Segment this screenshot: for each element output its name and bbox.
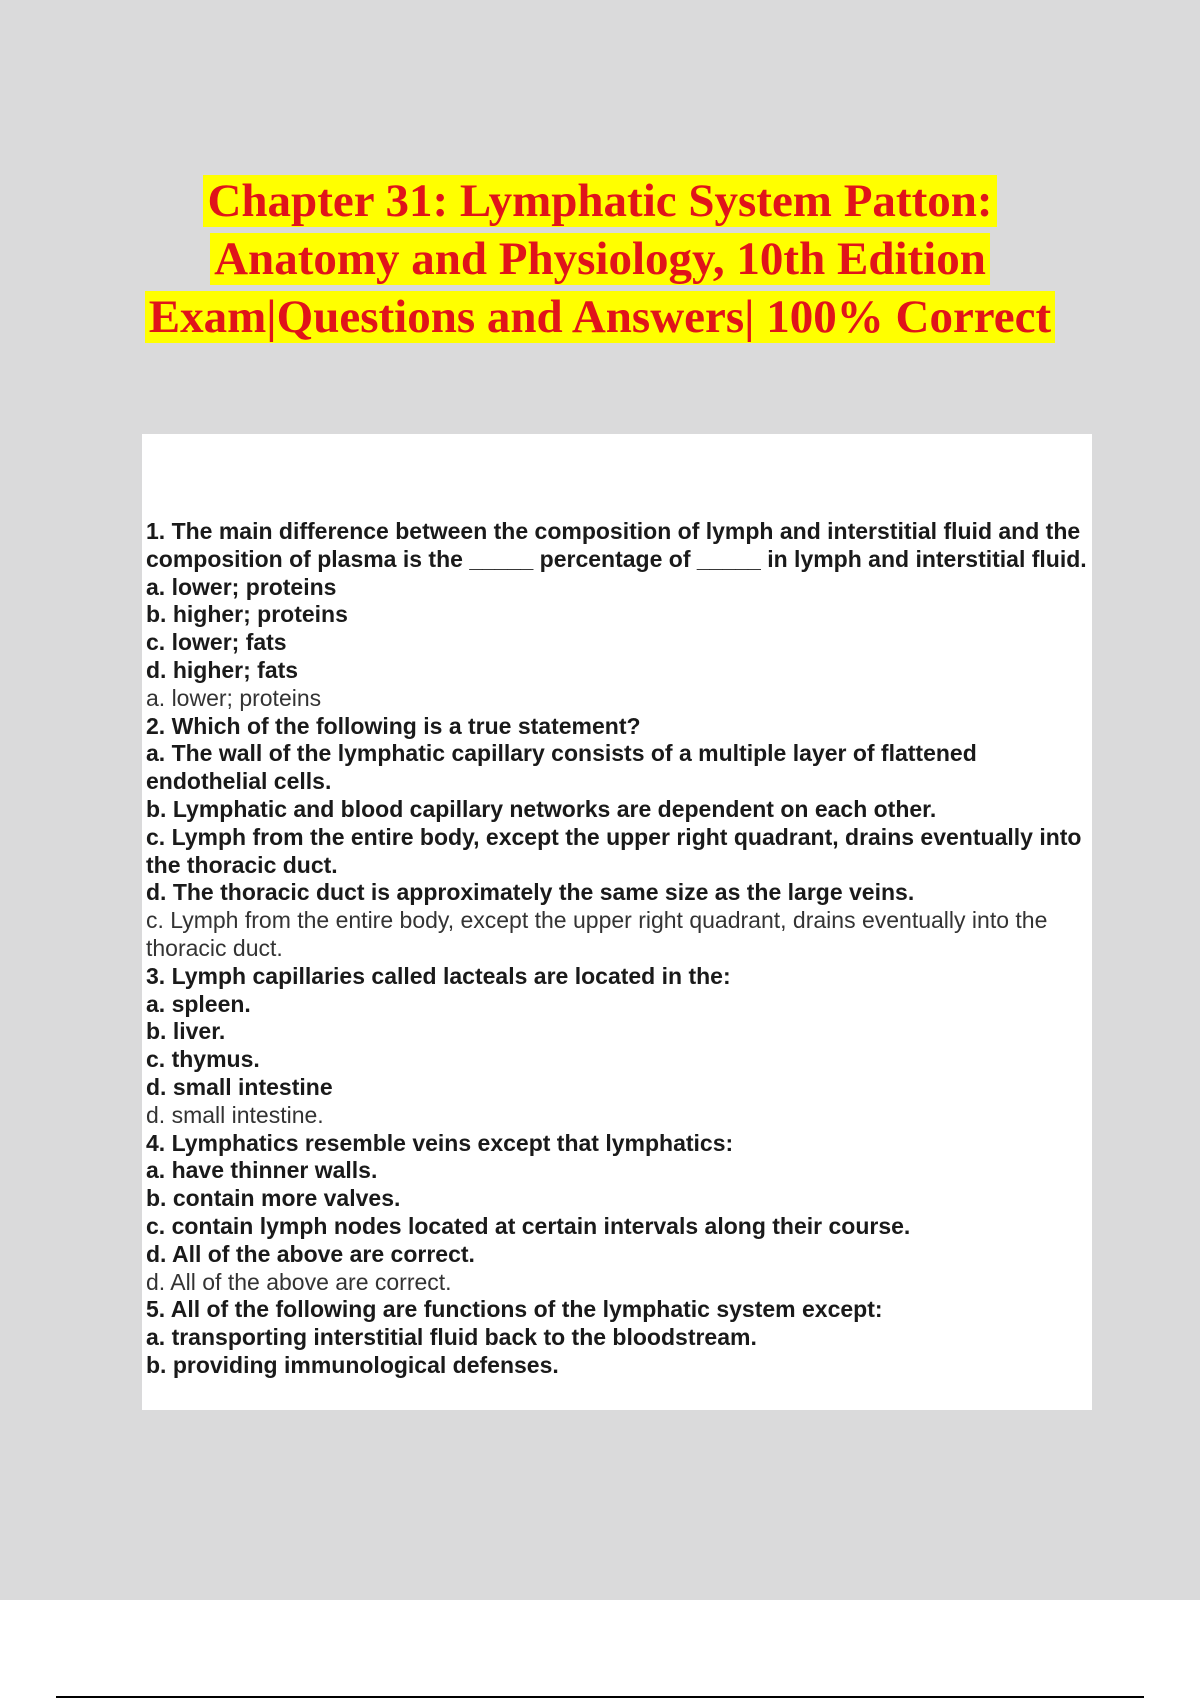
question-block bbox=[146, 518, 1092, 713]
option-b: b. providing immunological defenses. bbox=[146, 1351, 559, 1378]
option-c: c. lower; fats bbox=[146, 629, 287, 656]
title-line-2: Anatomy and Physiology, 10th Edition bbox=[210, 233, 990, 285]
option-c: c. Lymph from the entire body, except the upper right quadrant, drains eventually into the thoracic duct. bbox=[146, 823, 1082, 878]
option-c: c. thymus. bbox=[146, 1046, 260, 1073]
option-d: d. small intestine bbox=[146, 1073, 333, 1100]
question-text: 1. The main difference between the composition of lymph and interstitial fluid and the composition of plasma is the _____ percentage of _____ in lymph and interstitial fluid. bbox=[146, 518, 1087, 572]
answer-text: c. Lymph from the entire body, except the upper right quadrant, drains eventually into the thoracic duct. bbox=[146, 907, 1048, 961]
option-b: b. liver. bbox=[146, 1018, 226, 1045]
question-block bbox=[146, 963, 1092, 1130]
title-line-1: Chapter 31: Lymphatic System Patton: bbox=[203, 175, 996, 227]
option-b: b. higher; proteins bbox=[146, 601, 348, 628]
option-a: a. The wall of the lymphatic capillary consists of a multiple layer of flattened endothelial cells. bbox=[146, 740, 977, 795]
option-d: d. The thoracic duct is approximately the same size as the large veins. bbox=[146, 879, 915, 906]
option-d: d. All of the above are correct. bbox=[146, 1240, 475, 1267]
title-line-3: Exam|Questions and Answers| 100% Correct bbox=[145, 291, 1055, 343]
page-divider bbox=[56, 1696, 1144, 1698]
question-block bbox=[146, 1130, 1092, 1297]
question-text: 5. All of the following are functions of the lymphatic system except: bbox=[146, 1296, 883, 1323]
option-d: d. higher; fats bbox=[146, 656, 299, 683]
question-text: 4. Lymphatics resemble veins except that lymphatics: bbox=[146, 1129, 734, 1156]
question-text: 3. Lymph capillaries called lacteals are located in the: bbox=[146, 962, 731, 989]
question-text: 2. Which of the following is a true statement? bbox=[146, 712, 641, 739]
option-b: b. contain more valves. bbox=[146, 1185, 401, 1212]
answer-text: d. All of the above are correct. bbox=[146, 1268, 452, 1295]
answer-text: d. small intestine. bbox=[146, 1101, 324, 1128]
answer-text: a. lower; proteins bbox=[146, 684, 322, 711]
option-c: c. contain lymph nodes located at certain intervals along their course. bbox=[146, 1212, 911, 1239]
question-block bbox=[146, 1296, 1092, 1379]
option-b: b. Lymphatic and blood capillary networks are dependent on each other. bbox=[146, 795, 937, 822]
option-a: a. lower; proteins bbox=[146, 573, 337, 600]
question-block bbox=[146, 713, 1092, 963]
option-a: a. spleen. bbox=[146, 990, 251, 1017]
document-title bbox=[0, 172, 1200, 346]
option-a: a. transporting interstitial fluid back to the bloodstream. bbox=[146, 1324, 757, 1351]
option-a: a. have thinner walls. bbox=[146, 1157, 378, 1184]
questions-list bbox=[146, 518, 1092, 1380]
